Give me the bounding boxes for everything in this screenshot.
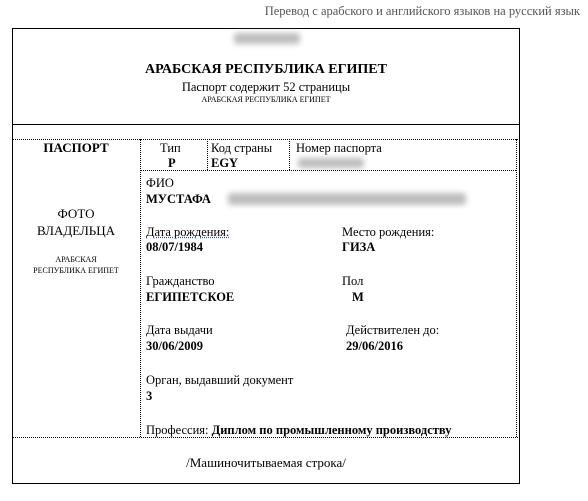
valid-until-value: 29/06/2016 [346,339,403,353]
type-value: P [168,156,176,170]
citizenship-label: Гражданство [146,274,215,288]
profession-row [146,423,452,438]
type-label: Тип [160,141,181,155]
dob-label-text: Дата рождения: [146,225,230,239]
sex-value: М [352,290,364,304]
authority-label: Орган, выдавший документ [146,373,294,387]
issue-date-value: 30/06/2009 [146,339,203,353]
profession-label: Профессия: [146,423,209,437]
pob-label: Место рождения: [342,225,435,239]
column-divider [289,139,290,170]
redacted-passport-number [298,158,364,168]
dob-value: 08/07/1984 [146,240,203,254]
country-code-label: Код страны [211,141,273,155]
separator-line [140,170,516,171]
country-small-line1: АРАБСКАЯ [55,255,97,264]
redacted-top-number [234,33,300,44]
separator-line [12,124,520,125]
country-title: АРАБСКАЯ РЕСПУБЛИКА ЕГИПЕТ [145,62,387,77]
mrz-label: /Машиночитываемая строка/ [186,455,346,470]
country-small-line2: РЕСПУБЛИКА ЕГИПЕТ [33,266,119,275]
column-divider [140,139,141,437]
column-divider [516,139,517,437]
passport-number-label: Номер паспорта [296,141,382,155]
translation-note: Перевод с арабского и английского языков на русский язык [264,4,580,18]
authority-value: 3 [146,389,153,403]
country-subtitle: АРАБСКАЯ РЕСПУБЛИКА ЕГИПЕТ [201,95,331,104]
sex-label: Пол [342,274,364,288]
dob-label [146,225,229,240]
passport-label: ПАСПОРТ [43,140,109,155]
column-divider [207,139,208,170]
photo-label-line2: ВЛАДЕЛЬЦА [36,223,116,238]
name-label: ФИО [146,176,174,190]
citizenship-value: ЕГИПЕТСКОЕ [146,290,235,304]
issue-date-label: Дата выдачи [146,323,213,337]
pages-count: Паспорт содержит 52 страницы [181,80,351,94]
photo-label-line1: ФОТО [57,206,95,221]
redacted-name [228,193,466,205]
name-value: МУСТАФА [146,192,211,206]
profession-value: Диплом по промышленному производству [211,423,452,437]
pob-value: ГИЗА [342,240,376,254]
country-code-value: EGY [211,156,239,170]
separator-line [12,437,520,438]
valid-until-label: Действителен до: [346,323,440,337]
